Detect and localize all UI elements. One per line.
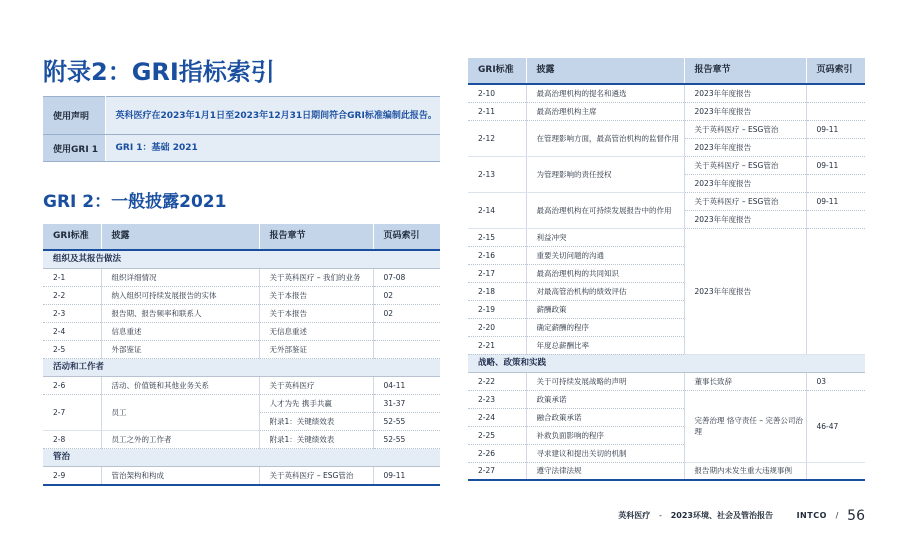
disclosure-text: 信息重述 — [101, 323, 259, 341]
report-chapter: 2023年年度报告 — [684, 228, 806, 354]
disclosure-text: 员工之外的工作者 — [101, 431, 259, 449]
section-header-row — [43, 449, 440, 467]
page-index — [806, 102, 865, 120]
report-chapter: 董事长致辞 — [684, 372, 806, 390]
gri-code: 2-2 — [43, 287, 101, 305]
gri-code: 2-14 — [468, 192, 526, 228]
header-report-chapter: 报告章节 — [684, 58, 806, 84]
table-row — [43, 287, 440, 305]
gri-code: 2-11 — [468, 102, 526, 120]
disclosure-text: 最高治理机构在可持续发展报告中的作用 — [526, 192, 684, 228]
page-index — [806, 228, 865, 354]
page-index: 02 — [373, 305, 440, 323]
gri-code: 2-3 — [43, 305, 101, 323]
gri-code: 2-23 — [468, 390, 526, 408]
gri-code: 2-17 — [468, 264, 526, 282]
section-title: 管治 — [43, 449, 440, 467]
disclosure-text: 重要关切问题的沟通 — [526, 246, 684, 264]
page-index: 52-55 — [373, 413, 440, 431]
table-row — [468, 228, 865, 246]
table-row — [43, 341, 440, 359]
gri-code: 2-16 — [468, 246, 526, 264]
report-chapter: 人才为先 携手共赢 — [259, 395, 373, 413]
page-index: 03 — [806, 372, 865, 390]
table-row — [468, 102, 865, 120]
disclosure-text: 年度总薪酬比率 — [526, 336, 684, 354]
disclosure-text: 融合政策承诺 — [526, 408, 684, 426]
gri-code: 2-20 — [468, 318, 526, 336]
gri-index-table-left — [43, 224, 440, 486]
disclosure-text: 政策承诺 — [526, 390, 684, 408]
disclosure-text: 外部鉴证 — [101, 341, 259, 359]
report-chapter: 无外部鉴证 — [259, 341, 373, 359]
disclosure-text: 纳入组织可持续发展报告的实体 — [101, 287, 259, 305]
gri-code: 2-7 — [43, 395, 101, 431]
table-row — [468, 84, 865, 102]
report-chapter: 2023年年度报告 — [684, 174, 806, 192]
report-chapter: 报告期内未发生重大违规事例 — [684, 462, 806, 480]
gri-code: 2-18 — [468, 282, 526, 300]
report-chapter: 完善治理 恪守责任 – 完善公司治理 — [684, 390, 806, 462]
page-index: 09-11 — [806, 192, 865, 210]
footer-slash: / — [835, 511, 839, 520]
disclosure-text: 在管理影响方面，最高管治机构的监督作用 — [526, 120, 684, 156]
page-index: 52-55 — [373, 431, 440, 449]
header-gri-standard: GRI标准 — [43, 224, 101, 250]
table-row — [43, 305, 440, 323]
report-chapter: 关于英科医疗 – ESG管治 — [684, 156, 806, 174]
gri-code: 2-5 — [43, 341, 101, 359]
table-row — [468, 372, 865, 390]
section-header-row — [468, 354, 865, 372]
report-chapter: 无信息重述 — [259, 323, 373, 341]
intco-logo: INTCO — [796, 511, 827, 520]
footer-company: 英科医疗 — [618, 511, 651, 520]
report-chapter: 关于英科医疗 — [259, 377, 373, 395]
gri-code: 2-9 — [43, 467, 101, 485]
table-row — [468, 390, 865, 408]
table-row — [468, 120, 865, 138]
gri-code: 2-12 — [468, 120, 526, 156]
table-row — [468, 156, 865, 174]
report-chapter: 2023年年度报告 — [684, 138, 806, 156]
declaration-label: 使用GRI 1 — [43, 135, 105, 162]
header-disclosure: 披露 — [101, 224, 259, 250]
disclosure-text: 寻求建议和提出关切的机制 — [526, 444, 684, 462]
report-chapter: 关于英科医疗 – ESG管治 — [684, 120, 806, 138]
disclosure-text: 最高治理机构主席 — [526, 102, 684, 120]
declaration-row — [43, 135, 440, 162]
declaration-value: GRI 1：基础 2021 — [105, 135, 440, 162]
page-index — [806, 462, 865, 480]
table-row — [43, 395, 440, 413]
report-chapter: 关于本报告 — [259, 305, 373, 323]
declaration-row — [43, 97, 440, 135]
section-subtitle: GRI 2：一般披露2021 — [43, 192, 227, 212]
declaration-label: 使用声明 — [43, 97, 105, 135]
footer-report-name: 2023环境、社会及管治报告 — [670, 511, 773, 520]
disclosure-text: 薪酬政策 — [526, 300, 684, 318]
header-page-index: 页码索引 — [373, 224, 440, 250]
page-index: 04-11 — [373, 377, 440, 395]
page-index — [806, 84, 865, 102]
section-title: 战略、政策和实践 — [468, 354, 865, 372]
usage-declaration-table — [43, 96, 440, 162]
gri-code: 2-10 — [468, 84, 526, 102]
table-row — [43, 467, 440, 485]
report-chapter: 关于英科医疗 – ESG管治 — [684, 192, 806, 210]
report-chapter: 关于英科医疗 – ESG管治 — [259, 467, 373, 485]
section-title: 组织及其报告做法 — [43, 250, 440, 269]
disclosure-text: 遵守法律法规 — [526, 462, 684, 480]
page-index — [373, 323, 440, 341]
table-header-row — [468, 58, 865, 84]
table-row — [43, 431, 440, 449]
header-report-chapter: 报告章节 — [259, 224, 373, 250]
declaration-value: 英科医疗在2023年1月1日至2023年12月31日期间符合GRI标准编制此报告。 — [105, 97, 440, 135]
page-number: 56 — [847, 508, 865, 524]
section-title: 活动和工作者 — [43, 359, 440, 377]
disclosure-text: 利益冲突 — [526, 228, 684, 246]
gri-code: 2-8 — [43, 431, 101, 449]
disclosure-text: 报告期、报告频率和联系人 — [101, 305, 259, 323]
page-index: 09-11 — [806, 120, 865, 138]
table-row — [468, 192, 865, 210]
disclosure-text: 关于可持续发展战略的声明 — [526, 372, 684, 390]
table-row — [468, 462, 865, 480]
gri-code: 2-15 — [468, 228, 526, 246]
disclosure-text: 补救负面影响的程序 — [526, 426, 684, 444]
disclosure-text: 最高治理机构的共同知识 — [526, 264, 684, 282]
page-index: 09-11 — [373, 467, 440, 485]
gri-code: 2-24 — [468, 408, 526, 426]
section-header-row — [43, 250, 440, 269]
page-index: 02 — [373, 287, 440, 305]
disclosure-text: 最高治理机构的提名和遴选 — [526, 84, 684, 102]
page-index — [806, 210, 865, 228]
gri-code: 2-1 — [43, 269, 101, 287]
gri-index-table-right — [468, 58, 865, 481]
page-footer — [618, 508, 865, 524]
disclosure-text: 对最高管治机构的绩效评估 — [526, 282, 684, 300]
gri-code: 2-19 — [468, 300, 526, 318]
gri-code: 2-6 — [43, 377, 101, 395]
header-page-index: 页码索引 — [806, 58, 865, 84]
gri-code: 2-27 — [468, 462, 526, 480]
header-gri-standard: GRI标准 — [468, 58, 526, 84]
report-chapter: 附录1：关键绩效表 — [259, 413, 373, 431]
gri-code: 2-13 — [468, 156, 526, 192]
table-header-row — [43, 224, 440, 250]
disclosure-text: 活动、价值链和其他业务关系 — [101, 377, 259, 395]
report-chapter: 2023年年度报告 — [684, 84, 806, 102]
page-index — [806, 174, 865, 192]
report-chapter: 关于本报告 — [259, 287, 373, 305]
gri-code: 2-25 — [468, 426, 526, 444]
footer-separator: - — [659, 511, 662, 520]
page-index: 09-11 — [806, 156, 865, 174]
table-row — [43, 269, 440, 287]
gri-code: 2-21 — [468, 336, 526, 354]
report-chapter: 2023年年度报告 — [684, 210, 806, 228]
header-disclosure: 披露 — [526, 58, 684, 84]
page-title: 附录2：GRI指标索引 — [43, 58, 275, 86]
report-chapter: 关于英科医疗 – 我们的业务 — [259, 269, 373, 287]
page-index — [806, 138, 865, 156]
page-index — [373, 341, 440, 359]
disclosure-text: 组织详细情况 — [101, 269, 259, 287]
gri-code: 2-22 — [468, 372, 526, 390]
page-index: 07-08 — [373, 269, 440, 287]
table-row — [43, 377, 440, 395]
gri-code: 2-4 — [43, 323, 101, 341]
report-chapter: 附录1：关键绩效表 — [259, 431, 373, 449]
page-index: 31-37 — [373, 395, 440, 413]
disclosure-text: 为管理影响的责任授权 — [526, 156, 684, 192]
disclosure-text: 员工 — [101, 395, 259, 431]
page-index: 46-47 — [806, 390, 865, 462]
table-row — [43, 323, 440, 341]
section-header-row — [43, 359, 440, 377]
report-chapter: 2023年年度报告 — [684, 102, 806, 120]
gri-code: 2-26 — [468, 444, 526, 462]
disclosure-text: 确定薪酬的程序 — [526, 318, 684, 336]
disclosure-text: 管治架构和构成 — [101, 467, 259, 485]
